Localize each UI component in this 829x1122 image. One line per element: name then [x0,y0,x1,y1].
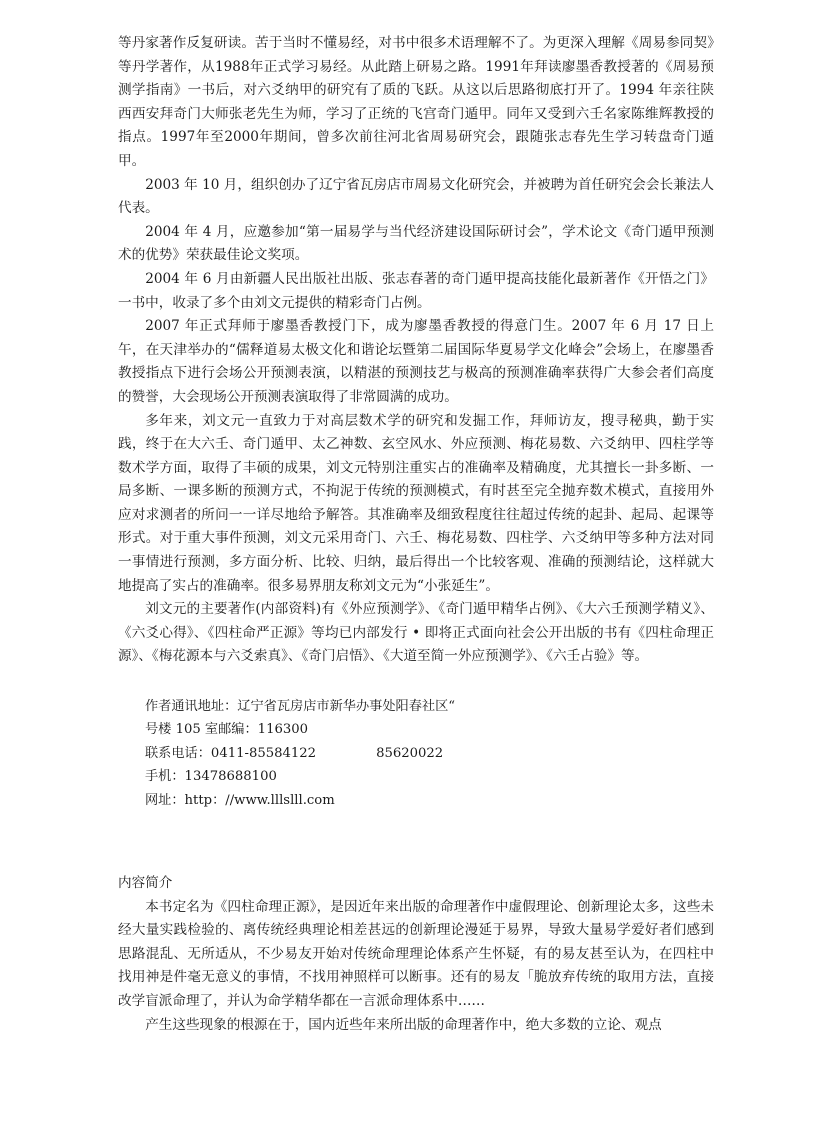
body-paragraph: 2004 年 6 月由新疆人民出版社出版、张志春著的奇门遁甲提高技能化最新著作《开悟之门》一书中，收录了多个由刘文元提供的精彩奇门占例。 [118,270,714,311]
contact-phone-2: 85620022 [376,745,444,761]
intro-paragraph: 产生这些现象的根源在于，国内近些年来所出版的命理著作中，绝大多数的立论、观点 [145,1016,662,1033]
contact-mobile: 手机：13478688100 [145,769,277,785]
contact-address: 作者通讯地址：辽宁省瓦房店市新华办事处阳春社区“ [145,699,456,715]
intro-paragraph: 本书定名为《四柱命理正源》，是因近年来出版的命理著作中虚假理论、创新理论太多，这些未经大量实践检验的、离传统经典理论相差甚远的创新理论漫延于易界，导致大量易学爱好者们感到思路混乱、无所适从，不少易友开始对传统命理理论体系产生怀疑，有的易友甚至认为，在四柱中找用神是件毫无意义的事情，不找用神照样可以断事。还有的易友「脆放弃传统的取用方法，直接改学盲派命理了，并认为命学精华都在一言派命理体系中…… [118,898,714,1010]
body-paragraph: 刘文元的主要著作(内部资料)有《外应预测学》、《奇门遁甲精华占例》、《大六壬预测学精义》、《六爻心得》、《四柱命严正源》等均已内部发行 • 即将正式面向社会公开出版的书有《四柱命理正源》、《梅花源本与六爻索真》、《奇门启悟》、《大道至简一外应预测学》、《六壬占验》等。 [118,601,714,665]
contact-phone: 联系电话：0411-85584122 [145,745,317,761]
body-paragraph: 多年来，刘文元一直致力于对高层数术学的研究和发掘工作，拜师访友，搜寻秘典，勤于实践，终于在大六壬、奇门遁甲、太乙神数、玄空风水、外应预测、梅花易数、六爻纳甲、四柱学等数术学方面，取得了丰硕的成果，刘文元特别注重实占的准确率及精确度，尤其擅长一卦多断、一局多断、一课多断的预测方式，不拘泥于传统的预测模式，有时甚至完全抛弃数术模式，直接用外应对求测者的所问一一详尽地给予解答。其准确率及细致程度往往超过传统的起卦、起局、起课等形式。对于重大事件预测，刘文元采用奇门、六壬、梅花易数、四柱学、六爻纳甲等多种方法对同一事情进行预测，多方面分析、比较、归纳，最后得出一个比较客观、准确的预测结论，这样就大地提高了实占的准确率。很多易界朋友称刘文元为“小张延生”。 [118,412,714,594]
contact-address-continued: 号楼 105 室邮编：116300 [145,722,309,738]
contact-phone-line [145,742,714,765]
body-paragraph: 2004 年 4 月，应邀参加“第一届易学与当代经济建设国际研讨会”，学术论文《奇门遁甲预测术的优势》荣获最佳论文奖项。 [118,223,714,264]
intro-heading: 内容简介 [118,875,173,892]
body-paragraph: 等丹家著作反复研读。苦于当时不懂易经，对书中很多术语理解不了。为更深入理解《周易参同契》等丹学著作，从1988年正式学习易经。从此踏上研易之路。1991年拜读廖墨香教授著的《周易预测学指南》一书后，对六爻纳甲的研究有了质的飞跃。从这以后思路彻底打开了。1994 年亲往陕西西安拜奇门大师张老先生为师，学习了正统的飞宫奇门遁甲。同年又受到六壬名家陈维辉教授的指点。1997年至2000年期间，曾多次前往河北省周易研究会，跟随张志春先生学习转盘奇门遁甲。 [118,35,714,169]
document-page [118,32,714,1037]
body-paragraph: 2003 年 10 月，组织创办了辽宁省瓦房店市周易文化研究会，并被聘为首任研究会会长兼法人代表。 [118,176,714,217]
contact-block [118,695,714,812]
contact-website: 网址：http：//www.lllslll.com [145,792,335,808]
body-paragraph: 2007 年正式拜师于廖墨香教授门下，成为廖墨香教授的得意门生。2007 年 6 月 17 日上午，在天津举办的“儒释道易太极文化和谐论坛暨第二届国际华夏易学文化峰会”会场上，在廖墨香教授指点下进行会场公开预测表演，以精湛的预测技艺与极高的预测准确率获得广大参会者们高度的赞誉，大会现场公开预测表演取得了非常圆满的成功。 [118,318,714,405]
